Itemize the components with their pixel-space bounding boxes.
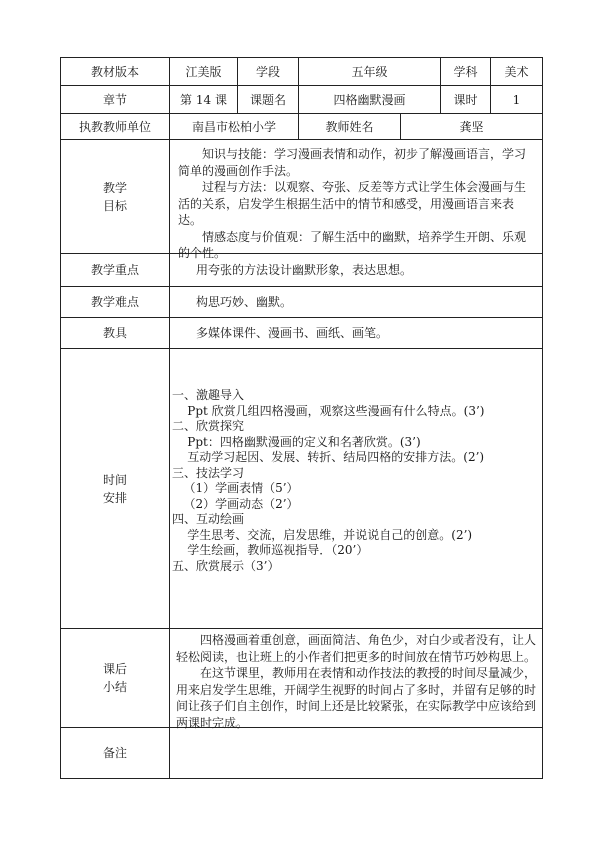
tools-label: 教具 — [102, 326, 127, 340]
remarks-text — [178, 728, 536, 778]
difficulty-label: 教学难点 — [90, 295, 139, 309]
goals-paragraph: 知识与技能：学习漫画表情和动作，初步了解漫画语言，学习简单的漫画创作手法。 — [178, 147, 527, 178]
key-point-label: 教学重点 — [90, 263, 139, 277]
topic-label: 课题名 — [249, 92, 286, 107]
stage-value: 五年级 — [351, 64, 388, 79]
schedule-line: 三、技法学习 — [172, 465, 245, 480]
schedule-line: 二、欣赏探究 — [172, 419, 245, 433]
summary-content — [176, 632, 537, 730]
schedule-line: （1）学画表情（5’） — [172, 481, 299, 495]
textbook-label: 教材版本 — [90, 64, 139, 79]
schedule-label-line1: 时间 — [102, 472, 127, 487]
textbook-value: 江美版 — [185, 64, 222, 79]
summary-label-line2: 小结 — [102, 680, 127, 694]
schedule-label — [61, 349, 169, 628]
schedule-line: Ppt：四格幽默漫画的定义和名著欣赏。(3’) — [172, 434, 421, 449]
schedule-line: Ppt 欣赏几组四格漫画，观察这些漫画有什么特点。(3’) — [172, 403, 485, 418]
school-label: 执教教师单位 — [78, 119, 151, 134]
schedule-line: 四、互动绘画 — [172, 512, 245, 526]
goals-label-line1: 教学 — [102, 180, 127, 195]
difficulty-text: 构思巧妙、幽默。 — [196, 295, 293, 309]
goals-content — [178, 146, 534, 260]
subject-value: 美术 — [504, 64, 529, 79]
schedule-label-line2: 安排 — [102, 490, 127, 505]
hours-label: 课时 — [453, 92, 478, 107]
schedule-line: （2）学画动态（2’） — [172, 496, 299, 511]
school-value: 南昌市松柏小学 — [191, 119, 276, 134]
subject-label: 学科 — [453, 64, 478, 79]
hours-value: 1 — [512, 92, 521, 107]
tools-text: 多媒体课件、漫画书、画纸、画笔。 — [196, 326, 389, 340]
teacher-label: 教师姓名 — [325, 119, 374, 134]
goals-label-line2: 目标 — [102, 198, 127, 213]
schedule-line: 一、激趣导入 — [172, 388, 245, 402]
summary-label — [61, 629, 169, 727]
teacher-value: 龚坚 — [459, 119, 484, 134]
schedule-content — [172, 388, 538, 588]
summary-paragraph: 四格漫画着重创意，画面简洁、角色少，对白少或者没有，让人轻松阅读，也让班上的小作者们把更多的时间放在情节巧妙构思上。 — [176, 633, 537, 664]
schedule-line: 互动学习起因、发展、转折、结局四格的安排方法。(2’) — [172, 450, 485, 464]
key-point-text: 用夸张的方法设计幽默形象，表达思想。 — [196, 263, 413, 277]
chapter-value: 第 14 课 — [180, 92, 227, 107]
schedule-line: 学生绘画，教师巡视指导．（20’） — [172, 543, 369, 557]
topic-value: 四格幽默漫画 — [333, 92, 406, 107]
stage-label: 学段 — [255, 64, 280, 79]
goals-label — [61, 140, 169, 253]
summary-paragraph: 在这节课里，教师用在表情和动作技法的教授的时间尽量减少，用来启发学生思维，开阔学生视野的时间占了多时，并留有足够的时间让孩子们自主创作，时间上还是比较紧张，在实际教学中应该给到两课时完成。 — [176, 666, 537, 730]
chapter-label: 章节 — [102, 92, 127, 107]
goals-paragraph: 情感态度与价值观：了解生活中的幽默，培养学生开朗、乐观的个性。 — [178, 229, 527, 260]
summary-label-line1: 课后 — [102, 662, 127, 676]
goals-paragraph: 过程与方法：以观察、夸张、反差等方式让学生体会漫画与生活的关系，启发学生根据生活中的情节和感受，用漫画语言来表达。 — [178, 180, 527, 227]
schedule-line: 学生思考、交流，启发思维，并说说自己的创意。(2’) — [172, 527, 473, 542]
remarks-label: 备注 — [102, 746, 127, 760]
schedule-line: 五、欣赏展示（3’） — [172, 558, 280, 573]
